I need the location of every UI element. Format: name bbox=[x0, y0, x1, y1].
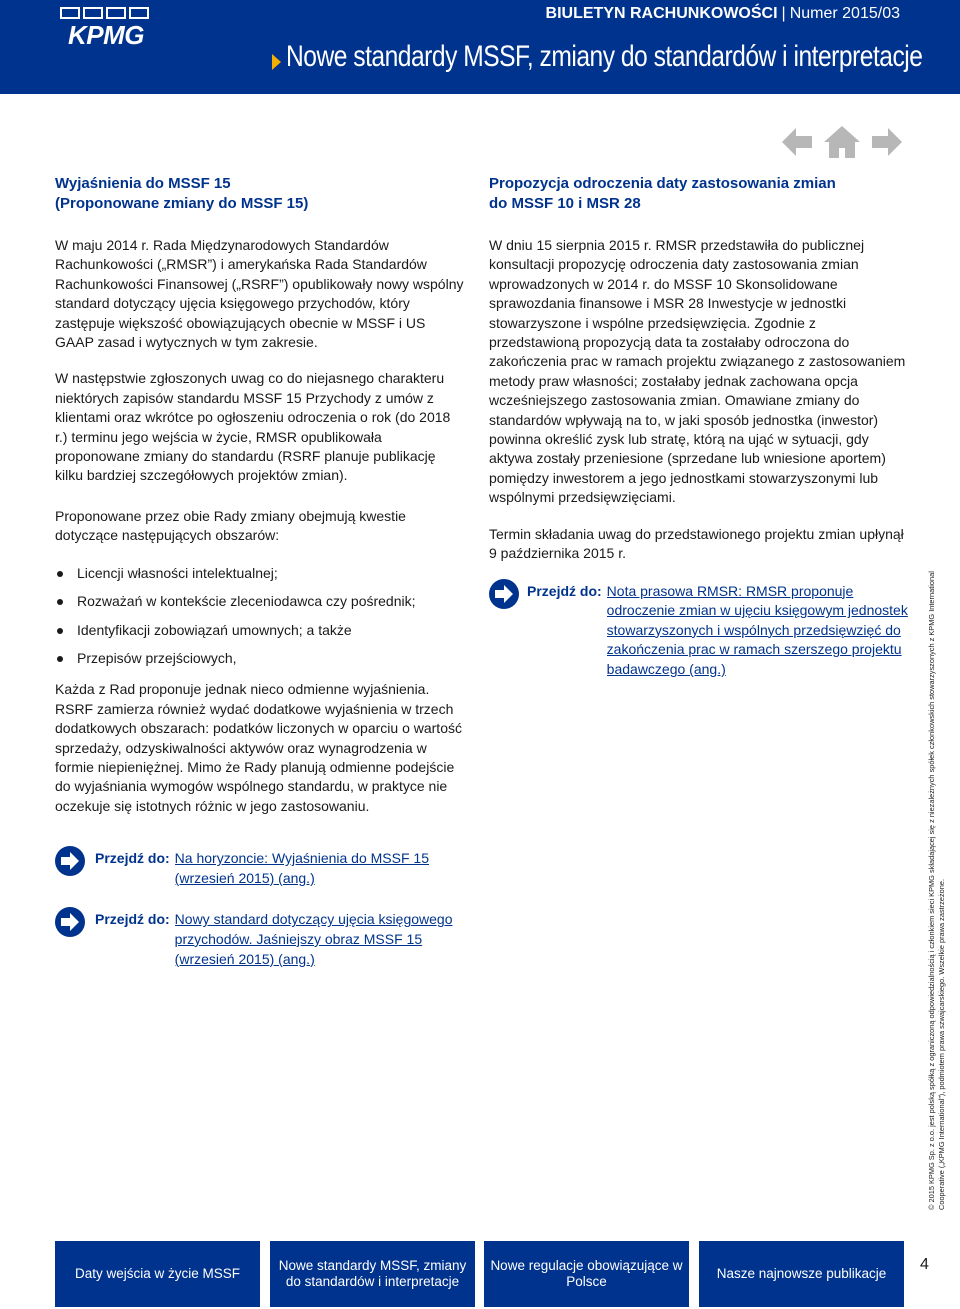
goto-label: Przejdź do: bbox=[95, 911, 170, 928]
tab-label: Nowe standardy MSSF, zmiany do standardów i interpretacje bbox=[278, 1258, 467, 1289]
goto-link[interactable]: Nota prasowa RMSR: RMSR proponuje odroczenie zmian w ujęciu księgowym jednostek stowarzyszonych i wspólnych przedsięwzięć do zakończenia prac w ramach szerszego projektu badawczego (ang.) bbox=[606, 582, 908, 677]
right-section-title bbox=[489, 174, 909, 214]
logo-boxes bbox=[60, 6, 156, 20]
arrow-right-icon[interactable] bbox=[868, 124, 904, 160]
goto-label: Przejdź do: bbox=[527, 582, 602, 599]
left-section-title bbox=[55, 174, 465, 214]
bullet-dot bbox=[57, 656, 63, 662]
legal-notice bbox=[927, 510, 957, 1210]
goto-link-revenue[interactable] bbox=[55, 910, 465, 969]
right-column bbox=[489, 174, 909, 679]
arrow-circle-icon bbox=[55, 846, 85, 876]
right-title-line2: do MSSF 10 i MSR 28 bbox=[489, 195, 641, 212]
bulletin-separator: | bbox=[781, 5, 786, 22]
bulletin-issue: Numer 2015/03 bbox=[789, 5, 900, 22]
bulletin-info bbox=[546, 5, 900, 23]
tab-polish-regulations[interactable] bbox=[484, 1241, 689, 1307]
list-item-text: Przepisów przejściowych, bbox=[77, 649, 237, 666]
tab-publications[interactable] bbox=[699, 1241, 904, 1307]
legal-line2: Cooperative („KPMG International”), podmiotem prawa szwajcarskiego. Wszelkie prawa zastrzeżone. bbox=[936, 878, 946, 1210]
title-arrow-icon bbox=[272, 54, 281, 70]
goto-link-press-note[interactable] bbox=[489, 582, 909, 680]
list-item-text: Identyfikacji zobowiązań umownych; a także bbox=[77, 621, 352, 638]
right-paragraph-1: W dniu 15 sierpnia 2015 r. RMSR przedstawiła do publicznej konsultacji propozycję odroczenia daty zastosowania zmian wprowadzonych w 2014 r. do MSSF 10 Skonsolidowane sprawozdania finansowe i MSR 28 Inwestycje w jednostki stowarzyszone i wspólne przedsięwzięcia. Zgodnie z przedstawioną propozycją data ta zostałaby odroczona do zakończenia prac w ramach projektu związanego z zastosowaniem metody praw własności; zostałaby jednak zachowana opcja wcześniejszego zastosowania zmian. Omawiane zmiany do standardów wpływają na to, w jaki sposób jednostka (inwestor) powinna określić zysk lub stratę, którą na ująć w sytuacji, gdy aktywa zostały przeniesione (sprzedane lub wniesione aportem) pomiędzy inwestorem a jego jednostkami stowarzyszonymi lub wspólnymi przedsięwzięciami. bbox=[489, 237, 906, 506]
right-paragraph-2: Termin składania uwag do przedstawionego projektu zmian upłynął 9 października 2015 r. bbox=[489, 525, 904, 562]
list-item bbox=[55, 592, 465, 611]
left-column bbox=[55, 174, 465, 969]
bullet-dot bbox=[57, 571, 63, 577]
left-paragraph-2: W następstwie zgłoszonych uwag co do niejasnego charakteru niektórych zapisów standardu MSSF 15 Przychody z umów z klientami oraz wkrótce po ogłoszeniu odroczenia o rok (do 2018 r.) terminu jego wejścia w życie, RMSR opublikowała proponowane zmiany do standardu (RSRF planuje publikację kilku bardziej szczegółowych projektów zmian). bbox=[55, 370, 451, 484]
logo-text: KPMG bbox=[68, 20, 144, 50]
goto-link-horizon[interactable] bbox=[55, 849, 465, 888]
header-bar bbox=[0, 0, 960, 94]
kpmg-logo bbox=[54, 6, 158, 48]
footer-nav bbox=[55, 1241, 915, 1307]
arrow-circle-icon bbox=[55, 907, 85, 937]
home-icon[interactable] bbox=[822, 124, 862, 160]
right-title-line1: Propozycja odroczenia daty zastosowania zmian bbox=[489, 175, 836, 192]
bullet-dot bbox=[57, 628, 63, 634]
list-item bbox=[55, 621, 465, 640]
tab-new-standards[interactable] bbox=[270, 1241, 475, 1307]
arrow-left-icon[interactable] bbox=[780, 124, 816, 160]
tab-effective-dates[interactable] bbox=[55, 1241, 260, 1307]
tab-label: Nowe regulacje obowiązujące w Polsce bbox=[490, 1258, 683, 1289]
legal-line1: © 2015 KPMG Sp. z o.o. jest polską spółką z ograniczoną odpowiedzialnością i członkiem sieci KPMG składającej się z niezależnych spółek członkowskich stowarzyszonych z KPMG International bbox=[927, 571, 936, 1210]
goto-link[interactable]: Na horyzoncie: Wyjaśnienia do MSSF 15 (wrzesień 2015) (ang.) bbox=[174, 850, 429, 886]
goto-label: Przejdź do: bbox=[95, 850, 170, 867]
bullet-dot bbox=[57, 599, 63, 605]
arrow-circle-icon bbox=[489, 579, 519, 609]
left-title-line2: (Proponowane zmiany do MSSF 15) bbox=[55, 195, 309, 212]
tab-label: Daty wejścia w życie MSSF bbox=[74, 1266, 241, 1281]
list-item bbox=[55, 649, 465, 668]
left-title-line1: Wyjaśnienia do MSSF 15 bbox=[55, 175, 231, 192]
left-paragraph-1: W maju 2014 r. Rada Międzynarodowych Standardów Rachunkowości („RMSR”) i amerykańska Rada Standardów Rachunkowości Finansowej („RSRF”) opublikowały nowy wspólny standard dotyczący ujęcia księgowego przychodów, który zastępuje większość obowiązujących obecnie w MSSF i US GAAP zasad i wytycznych w tym zakresie. bbox=[55, 237, 464, 351]
navigation-icons bbox=[780, 124, 904, 160]
list-item-text: Rozważań w kontekście zleceniodawca czy pośrednik; bbox=[77, 593, 416, 610]
bullet-list bbox=[55, 564, 465, 669]
list-item-text: Licencji własności intelektualnej; bbox=[77, 564, 278, 581]
tab-label: Nasze najnowsze publikacje bbox=[716, 1266, 887, 1281]
page-title: Nowe standardy MSSF, zmiany do standardów i interpretacje bbox=[286, 40, 923, 73]
goto-link[interactable]: Nowy standard dotyczący ujęcia księgowego przychodów. Jaśniejszy obraz MSSF 15 (wrzesień 2015) (ang.) bbox=[174, 911, 453, 967]
page-number: 4 bbox=[920, 1256, 929, 1273]
bulletin-label: BIULETYN RACHUNKOWOŚCI bbox=[545, 5, 778, 22]
list-item bbox=[55, 564, 465, 583]
left-paragraph-3: Proponowane przez obie Rady zmiany obejmują kwestie dotyczące następujących obszarów: bbox=[55, 507, 406, 544]
left-paragraph-4: Każda z Rad proponuje jednak nieco odmienne wyjaśnienia. RSRF zamierza również wydać dodatkowe wyjaśnienia w trzech dodatkowych obszarach: podatków liczonych w oparciu o wartość sprzedaży, odzyskiwalności aktywów oraz wynagrodzenia w formie niepieniężnej. Mimo że Rady planują odmienne podejście do wyjaśniania wymogów wspólnego standardu, w praktyce nie oczekuje się istotnych różnic w jego zastosowaniu. bbox=[55, 681, 462, 814]
